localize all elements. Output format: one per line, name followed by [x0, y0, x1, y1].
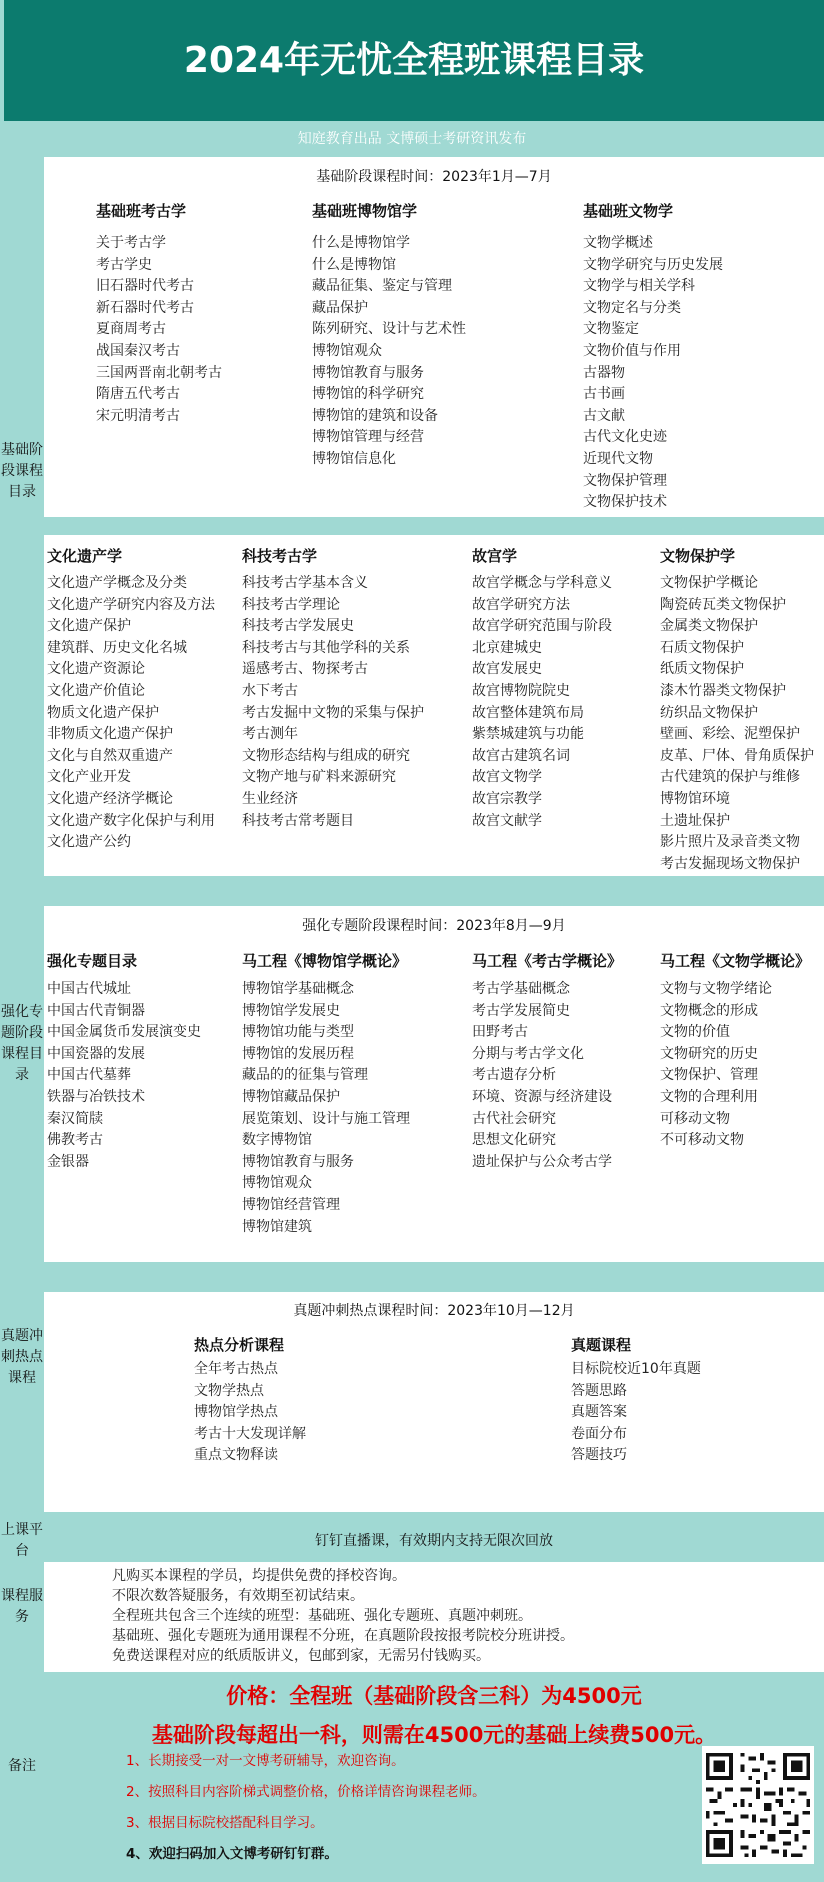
list-item: 3、根据目标院校搭配科目学习。	[126, 1815, 324, 1831]
list-item: 故宫古建筑名词	[472, 747, 570, 764]
intensive-col4-list	[660, 979, 772, 1152]
basic-col1-list	[96, 233, 222, 427]
list-item: 博物馆学基础概念	[242, 981, 354, 997]
list-item: 物质文化遗产保护	[47, 704, 159, 721]
list-item: 思想文化研究	[472, 1132, 556, 1149]
list-item: 科技考古学发展史	[242, 618, 354, 635]
list-item: 展览策划、设计与施工管理	[242, 1110, 410, 1127]
list-item: 水下考古	[242, 682, 298, 699]
list-item: 文物形态结构与组成的研究	[242, 747, 410, 764]
list-item: 文物的价值	[660, 1024, 730, 1041]
list-item: 博物馆信息化	[312, 450, 396, 467]
list-item: 石质文物保护	[660, 639, 744, 656]
list-item: 关于考古学	[96, 235, 166, 251]
list-item: 基础班、强化专题班为通用课程不分班，在真题阶段按报考院校分班讲授。	[112, 1628, 574, 1644]
list-item: 1、长期接受一对一文博考研辅导，欢迎咨询。	[126, 1753, 405, 1769]
list-item: 博物馆的建筑和设备	[312, 407, 438, 424]
list-item: 分期与考古学文化	[472, 1045, 584, 1062]
basic-col7-list	[660, 573, 814, 875]
list-item: 三国两晋南北朝考古	[96, 364, 222, 381]
list-item: 紫禁城建筑与功能	[472, 726, 584, 743]
list-item: 夏商周考古	[96, 321, 166, 338]
list-item: 博物馆管理与经营	[312, 429, 424, 446]
list-item: 文化与自然双重遗产	[47, 747, 173, 764]
list-item: 陈列研究、设计与艺术性	[312, 321, 466, 338]
list-item: 文物学热点	[194, 1382, 264, 1399]
list-item: 文化遗产保护	[47, 618, 131, 635]
label-intensive: 强化专题阶段课程目录	[1, 1004, 43, 1083]
list-item: 中国古代城址	[47, 981, 131, 997]
list-item: 什么是博物馆学	[312, 235, 410, 251]
list-item: 不限次数答疑服务，有效期至初试结束。	[112, 1588, 364, 1604]
basic-col3-list	[583, 233, 723, 514]
sprint-panel	[44, 1292, 824, 1512]
list-item: 博物馆的科学研究	[312, 386, 424, 403]
list-item: 藏品保护	[312, 299, 368, 316]
list-item: 故宫博物院院史	[472, 682, 570, 699]
price-line-1: 价格：全程班（基础阶段含三科）为4500元	[226, 1684, 642, 1708]
list-item: 文化遗产经济学概论	[47, 790, 173, 807]
basic-col4-title: 文化遗产学	[47, 547, 123, 565]
list-item: 秦汉简牍	[47, 1110, 103, 1127]
basic-col7-title: 文物保护学	[660, 547, 736, 565]
list-item: 真题答案	[571, 1404, 627, 1421]
list-item: 故宫宗教学	[472, 790, 542, 807]
platform-text: 钉钉直播课，有效期内支持无限次回放	[315, 1533, 553, 1549]
list-item: 文物保护管理	[583, 472, 667, 489]
list-item: 数字博物馆	[242, 1132, 312, 1149]
list-item: 文物概念的形成	[660, 1002, 758, 1019]
list-item: 凡购买本课程的学员，均提供免费的择校咨询。	[112, 1568, 406, 1584]
service-list	[112, 1566, 574, 1666]
sprint-col2-title: 真题课程	[571, 1336, 632, 1354]
list-item: 故宫文献学	[472, 812, 542, 829]
list-item: 考古发掘中文物的采集与保护	[242, 704, 424, 721]
intensive-col1-title: 强化专题目录	[47, 952, 138, 970]
list-item: 什么是博物馆	[312, 256, 396, 273]
list-item: 卷面分布	[571, 1425, 627, 1442]
list-item: 近现代文物	[583, 450, 653, 467]
list-item: 博物馆经营管理	[242, 1196, 340, 1213]
list-item: 佛教考古	[47, 1132, 103, 1149]
list-item: 文物价值与作用	[583, 342, 681, 359]
list-item: 全程班共包含三个连续的班型：基础班、强化专题班、真题冲刺班。	[112, 1608, 532, 1624]
list-item: 文化遗产资源论	[47, 661, 145, 678]
list-item: 影片照片及录音类文物	[660, 834, 800, 851]
qr-code-icon	[702, 1746, 814, 1864]
list-item: 文物学与相关学科	[583, 278, 695, 295]
list-item: 文物产地与矿料来源研究	[242, 769, 396, 786]
list-item: 故宫整体建筑布局	[472, 704, 584, 721]
list-item: 中国金属货币发展演变史	[47, 1024, 201, 1041]
list-item: 文化遗产公约	[47, 834, 131, 851]
list-item: 博物馆学热点	[194, 1404, 278, 1421]
list-item: 古文献	[583, 407, 625, 424]
list-item: 文物定名与分类	[583, 299, 681, 316]
list-item: 北京建城史	[472, 639, 542, 656]
intensive-col2-list	[242, 979, 410, 1238]
list-item: 古代社会研究	[472, 1110, 556, 1127]
sprint-time: 真题冲刺热点课程时间：2023年10月—12月	[293, 1303, 575, 1319]
list-item: 全年考古热点	[194, 1361, 278, 1377]
list-item: 目标院校近10年真题	[571, 1361, 701, 1377]
list-item: 中国瓷器的发展	[47, 1045, 145, 1062]
list-item: 可移动文物	[660, 1110, 730, 1127]
basic-col6-list	[472, 573, 612, 832]
list-item: 博物馆功能与类型	[242, 1024, 354, 1041]
label-notes: 备注	[8, 1758, 36, 1774]
list-item: 纺织品文物保护	[660, 704, 758, 721]
list-item: 皮革、尸体、骨角质保护	[660, 747, 814, 764]
list-item: 纸质文物保护	[660, 661, 744, 678]
list-item: 文物保护、管理	[660, 1067, 758, 1084]
list-item: 博物馆藏品保护	[242, 1088, 340, 1105]
list-item: 科技考古学基本含义	[242, 575, 368, 591]
list-item: 文物保护技术	[583, 494, 667, 511]
list-item: 重点文物释读	[194, 1447, 278, 1464]
list-item: 陶瓷砖瓦类文物保护	[660, 596, 786, 613]
list-item: 文化遗产价值论	[47, 682, 145, 699]
list-item: 2、按照科目内容阶梯式调整价格，价格详情咨询课程老师。	[126, 1784, 486, 1800]
intensive-col2-title: 马工程《博物馆学概论》	[242, 952, 408, 970]
list-item: 土遗址保护	[660, 812, 730, 829]
list-item: 遥感考古、物探考古	[242, 661, 368, 678]
basic-col1-title: 基础班考古学	[96, 202, 187, 220]
list-item: 古书画	[583, 386, 625, 403]
list-item: 答题技巧	[571, 1447, 627, 1464]
list-item: 古代文化史迹	[583, 429, 667, 446]
list-item: 考古学史	[96, 256, 152, 273]
list-item: 考古发掘现场文物保护	[660, 855, 800, 872]
list-item: 文物的合理利用	[660, 1088, 758, 1105]
list-item: 古器物	[583, 364, 625, 381]
list-item: 考古学发展简史	[472, 1002, 570, 1019]
list-item: 文化产业开发	[47, 769, 131, 786]
list-item: 科技考古与其他学科的关系	[242, 639, 410, 656]
list-item: 建筑群、历史文化名城	[47, 639, 187, 656]
intensive-col4-title: 马工程《文物学概论》	[660, 952, 811, 970]
basic-col2-title: 基础班博物馆学	[312, 202, 418, 220]
list-item: 新石器时代考古	[96, 299, 194, 316]
label-basic: 基础阶段课程目录	[1, 442, 43, 500]
list-item: 不可移动文物	[660, 1132, 744, 1149]
list-item: 古代建筑的保护与维修	[660, 769, 800, 786]
list-item: 博物馆观众	[312, 342, 382, 359]
basic-col5-list	[242, 573, 424, 832]
intensive-col3-list	[472, 979, 612, 1173]
notes-list	[126, 1746, 486, 1870]
list-item: 中国古代墓葬	[47, 1067, 131, 1084]
list-item: 故宫文物学	[472, 769, 542, 786]
list-item: 博物馆教育与服务	[312, 364, 424, 381]
list-item: 文化遗产学研究内容及方法	[47, 596, 215, 613]
list-item: 故宫发展史	[472, 661, 542, 678]
intensive-col3-title: 马工程《考古学概论》	[472, 952, 623, 970]
list-item: 文物与文物学绪论	[660, 981, 772, 997]
list-item: 旧石器时代考古	[96, 278, 194, 295]
basic-col4-list	[47, 573, 215, 854]
list-item: 科技考古常考题目	[242, 812, 354, 829]
basic-col3-title: 基础班文物学	[583, 202, 674, 220]
list-item: 战国秦汉考古	[96, 342, 180, 359]
list-item: 考古测年	[242, 726, 298, 743]
list-item: 博物馆建筑	[242, 1218, 312, 1235]
list-item: 考古遗存分析	[472, 1067, 556, 1084]
list-item: 文物学概述	[583, 235, 653, 251]
subtitle: 知庭教育出品 文博硕士考研资讯发布	[297, 131, 527, 147]
list-item: 壁画、彩绘、泥塑保护	[660, 726, 800, 743]
list-item: 考古学基础概念	[472, 981, 570, 997]
basic-col5-title: 科技考古学	[242, 547, 318, 565]
basic-time: 基础阶段课程时间：2023年1月—7月	[316, 169, 552, 185]
list-item: 博物馆环境	[660, 790, 730, 807]
list-item: 文物研究的历史	[660, 1045, 758, 1062]
list-item: 环境、资源与经济建设	[472, 1088, 612, 1105]
list-item: 文化遗产数字化保护与利用	[47, 812, 215, 829]
list-item: 隋唐五代考古	[96, 386, 180, 403]
list-item: 故宫学研究范围与阶段	[472, 618, 612, 635]
list-item: 藏品征集、鉴定与管理	[312, 278, 452, 295]
list-item: 故宫学概念与学科意义	[472, 575, 612, 591]
page-title: 2024年无忧全程班课程目录	[4, 0, 824, 121]
list-item: 藏品的的征集与管理	[242, 1067, 368, 1084]
list-item: 答题思路	[571, 1382, 627, 1399]
intensive-col1-list	[47, 979, 201, 1173]
list-item: 文物学研究与历史发展	[583, 256, 723, 273]
list-item: 中国古代青铜器	[47, 1002, 145, 1019]
label-sprint: 真题冲刺热点课程	[1, 1328, 43, 1386]
sprint-col1-list	[194, 1359, 306, 1467]
list-item: 博物馆的发展历程	[242, 1045, 354, 1062]
list-item: 4、欢迎扫码加入文博考研钉钉群。	[126, 1846, 338, 1862]
list-item: 漆木竹器类文物保护	[660, 682, 786, 699]
list-item: 博物馆学发展史	[242, 1002, 340, 1019]
list-item: 免费送课程对应的纸质版讲义，包邮到家，无需另付钱购买。	[112, 1648, 490, 1664]
list-item: 故宫学研究方法	[472, 596, 570, 613]
sprint-col2-list	[571, 1359, 701, 1467]
basic-col6-title: 故宫学	[472, 547, 518, 565]
label-service: 课程服务	[1, 1588, 43, 1625]
sprint-col1-title: 热点分析课程	[194, 1336, 285, 1354]
list-item: 生业经济	[242, 790, 298, 807]
list-item: 科技考古学理论	[242, 596, 340, 613]
list-item: 文物保护学概论	[660, 575, 758, 591]
price-line-2: 基础阶段每超出一科，则需在4500元的基础上续费500元。	[151, 1723, 717, 1747]
list-item: 铁器与冶铁技术	[47, 1088, 145, 1105]
list-item: 博物馆观众	[242, 1175, 312, 1192]
list-item: 非物质文化遗产保护	[47, 726, 173, 743]
list-item: 文物鉴定	[583, 321, 639, 338]
list-item: 考古十大发现详解	[194, 1425, 306, 1442]
list-item: 文化遗产学概念及分类	[47, 575, 187, 591]
list-item: 宋元明清考古	[96, 407, 180, 424]
list-item: 遗址保护与公众考古学	[472, 1153, 612, 1170]
list-item: 金银器	[47, 1153, 89, 1170]
basic-col2-list	[312, 233, 466, 471]
list-item: 金属类文物保护	[660, 618, 758, 635]
list-item: 田野考古	[472, 1024, 528, 1041]
intensive-time: 强化专题阶段课程时间：2023年8月—9月	[302, 918, 566, 934]
label-platform: 上课平台	[1, 1522, 43, 1559]
list-item: 博物馆教育与服务	[242, 1153, 354, 1170]
